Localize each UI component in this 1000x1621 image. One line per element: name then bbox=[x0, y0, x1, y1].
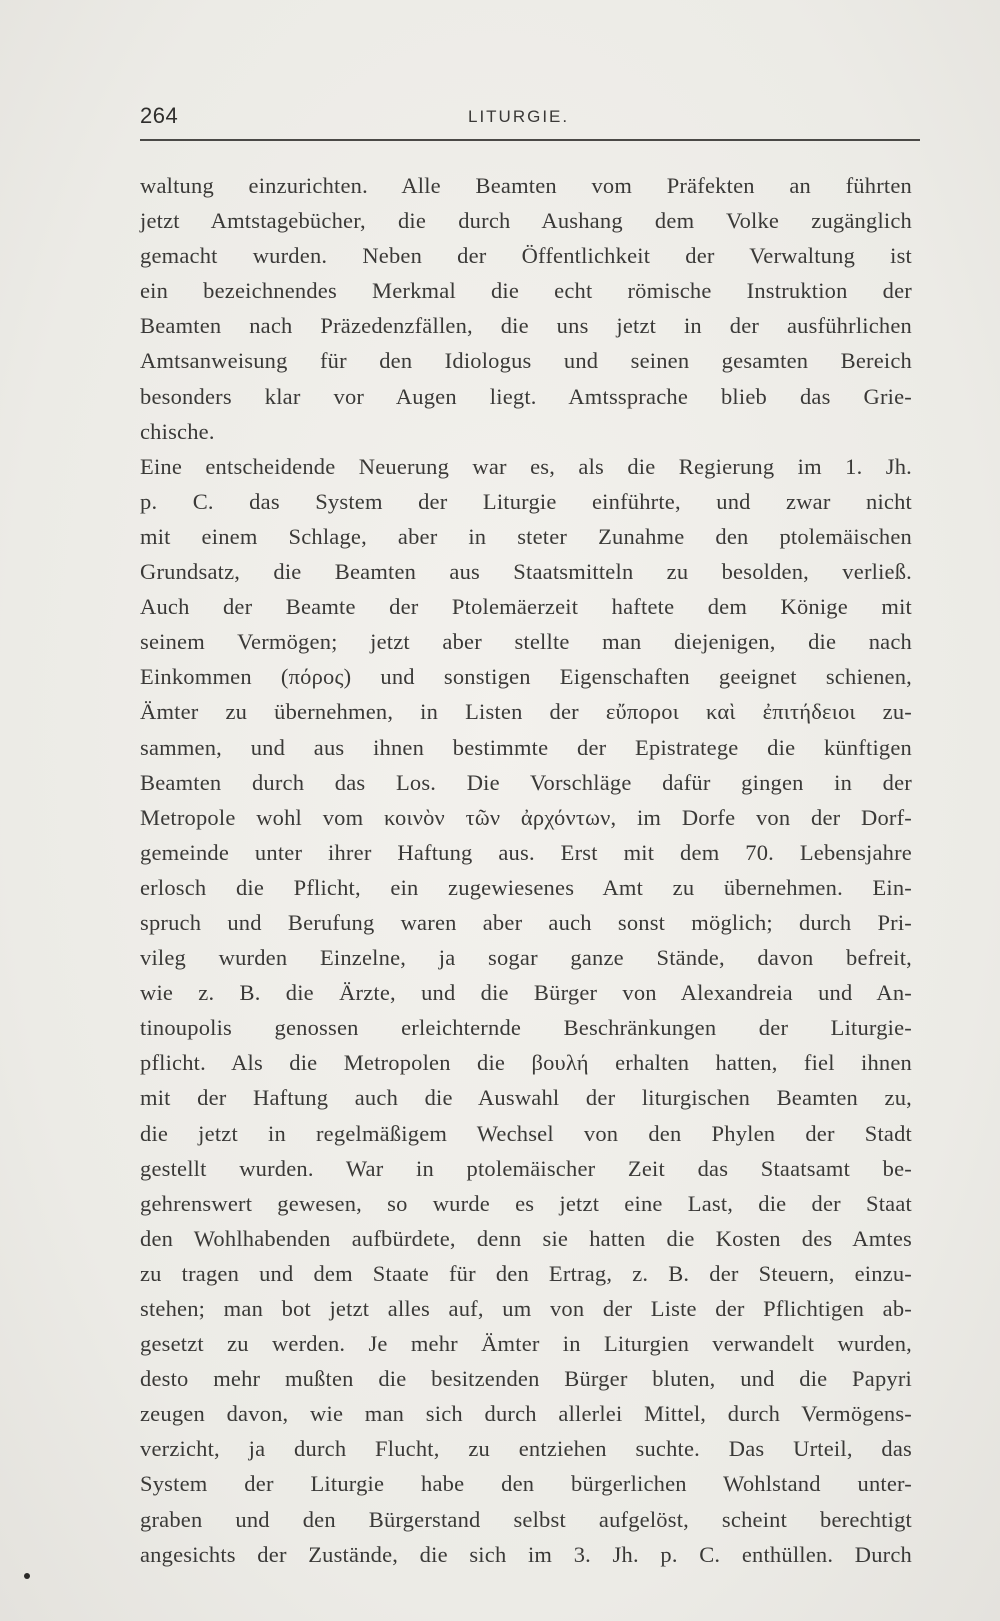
text-line: pflicht. Als die Metropolen die βουλή erhalten hatten, fiel ihnen bbox=[140, 1050, 912, 1076]
text-line: besonders klar vor Augen liegt. Amtssprache blieb das Grie- bbox=[140, 383, 912, 409]
text-line: Auch der Beamte der Ptolemäerzeit haftete dem Könige mit bbox=[140, 594, 912, 620]
text-line: mit einem Schlage, aber in steter Zunahme den ptolemäischen bbox=[140, 523, 912, 549]
running-head bbox=[140, 103, 920, 137]
text-line: Eine entscheidende Neuerung war es, als die Regierung im 1. Jh. bbox=[140, 453, 912, 479]
text-line: verzicht, ja durch Flucht, zu entziehen suchte. Das Urteil, das bbox=[140, 1436, 912, 1462]
text-line: tinoupolis genossen erleichternde Beschränkungen der Liturgie- bbox=[140, 1015, 912, 1041]
text-line: Metropole wohl vom κοινὸν τῶν ἀρχόντων, im Dorfe von der Dorf- bbox=[140, 804, 912, 830]
text-line: jetzt Amtstagebücher, die durch Aushang dem Volke zugänglich bbox=[140, 208, 912, 234]
text-line: erlosch die Pflicht, ein zugewiesenes Amt zu übernehmen. Ein- bbox=[140, 874, 912, 900]
text-line: zu tragen und dem Staate für den Ertrag, z. B. der Steuern, einzu- bbox=[140, 1260, 912, 1286]
text-line: desto mehr mußten die besitzenden Bürger bluten, und die Papyri bbox=[140, 1366, 912, 1392]
text-line: gehrenswert gewesen, so wurde es jetzt eine Last, die der Staat bbox=[140, 1190, 912, 1216]
text-line: gemeinde unter ihrer Haftung aus. Erst mit dem 70. Lebensjahre bbox=[140, 839, 912, 865]
text-line: vileg wurden Einzelne, ja sogar ganze Stände, davon befreit, bbox=[140, 945, 912, 971]
text-line: gemacht wurden. Neben der Öffentlichkeit der Verwaltung ist bbox=[140, 243, 912, 269]
text-line: p. C. das System der Liturgie einführte, und zwar nicht bbox=[140, 488, 912, 514]
text-line: angesichts der Zustände, die sich im 3. Jh. p. C. enthüllen. Durch bbox=[140, 1541, 912, 1567]
text-line: gesetzt zu werden. Je mehr Ämter in Liturgien verwandelt wurden, bbox=[140, 1331, 912, 1357]
text-line: ein bezeichnendes Merkmal die echt römische Instruktion der bbox=[140, 278, 912, 304]
text-line: gestellt wurden. War in ptolemäischer Zeit das Staatsamt be- bbox=[140, 1155, 912, 1181]
text-line: graben und den Bürgerstand selbst aufgelöst, scheint berechtigt bbox=[140, 1506, 912, 1532]
text-line: Beamten nach Präzedenzfällen, die uns jetzt in der ausführlichen bbox=[140, 313, 912, 339]
text-line: Grundsatz, die Beamten aus Staatsmitteln zu besolden, verließ. bbox=[140, 559, 912, 585]
text-line: Amtsanweisung für den Idiologus und seinen gesamten Bereich bbox=[140, 348, 912, 374]
text-line: stehen; man bot jetzt alles auf, um von der Liste der Pflichtigen ab- bbox=[140, 1296, 912, 1321]
text-line: Einkommen (πόρος) und sonstigen Eigenschaften geeignet schienen, bbox=[140, 664, 912, 690]
scan-speck bbox=[24, 1573, 30, 1579]
text-line: seinem Vermögen; jetzt aber stellte man diejenigen, die nach bbox=[140, 629, 912, 655]
text-line: wie z. B. die Ärzte, und die Bürger von Alexandreia und An- bbox=[140, 980, 912, 1006]
paragraph-end-line: chische. bbox=[140, 418, 215, 444]
text-line: Ämter zu übernehmen, in Listen der εὔποροι καὶ ἐπιτήδειοι zu- bbox=[140, 699, 912, 725]
text-line: Beamten durch das Los. Die Vorschläge dafür gingen in der bbox=[140, 769, 912, 795]
running-title: LITURGIE. bbox=[468, 107, 570, 126]
header-rule bbox=[140, 139, 920, 141]
text-line: waltung einzurichten. Alle Beamten vom Präfekten an führten bbox=[140, 173, 912, 198]
text-line: den Wohlhabenden aufbürdete, denn sie hatten die Kosten des Amtes bbox=[140, 1225, 912, 1251]
body-text bbox=[140, 168, 912, 1572]
text-line: zeugen davon, wie man sich durch allerlei Mittel, durch Vermögens- bbox=[140, 1401, 912, 1427]
text-line: System der Liturgie habe den bürgerlichen Wohlstand unter- bbox=[140, 1471, 912, 1497]
text-line: die jetzt in regelmäßigem Wechsel von den Phylen der Stadt bbox=[140, 1120, 912, 1146]
text-line: sammen, und aus ihnen bestimmte der Epistratege die künftigen bbox=[140, 734, 912, 760]
page-number: 264 bbox=[140, 103, 179, 128]
text-line: mit der Haftung auch die Auswahl der liturgischen Beamten zu, bbox=[140, 1085, 912, 1111]
text-line: spruch und Berufung waren aber auch sonst möglich; durch Pri- bbox=[140, 909, 912, 935]
